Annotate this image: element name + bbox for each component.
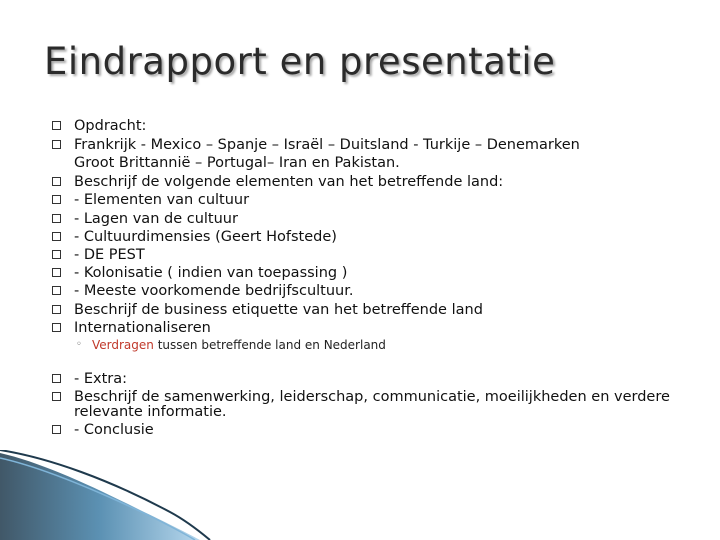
checkbox-icon (52, 425, 61, 434)
checkbox-icon (52, 374, 61, 383)
bullet-text: Beschrijf de business etiquette van het betreffende land (74, 302, 483, 318)
bullet-text: - Elementen van cultuur (74, 192, 250, 208)
bullet-text: Frankrijk - Mexico – Spanje – Israël – Duitsland - Turkije – Denemarken (74, 137, 580, 153)
bullet-text: Beschrijf de samenwerking, leiderschap, communicatie, moeilijkheden en verdere (74, 389, 670, 405)
sub-bullet-text: tussen betreffende land en Nederland (153, 338, 386, 352)
bullet-text: - Cultuurdimensies (Geert Hofstede) (74, 229, 337, 245)
bullet-text: Internationaliseren (74, 320, 211, 336)
bullet-item (74, 191, 249, 209)
checkbox-icon (52, 195, 61, 204)
bullet-text: - Kolonisatie ( indien van toepassing ) (74, 265, 348, 281)
checkbox-icon (52, 121, 61, 130)
bullet-text: - Meeste voorkomende bedrijfscultuur. (74, 283, 354, 299)
bullet-text: - Conclusie (74, 422, 154, 438)
bullet-text: - Extra: (74, 371, 128, 387)
bullet-item (74, 282, 353, 300)
bullet-item (74, 117, 146, 135)
checkbox-icon (52, 268, 61, 277)
checkbox-icon (52, 305, 61, 314)
checkbox-icon (52, 177, 61, 186)
bullet-item (74, 173, 503, 191)
sub-bullet-accent: Verdragen (92, 338, 154, 352)
bullet-continuation: relevante informatie. (74, 404, 227, 420)
checkbox-icon (52, 214, 61, 223)
bullet-item (74, 228, 337, 246)
bullet-item (74, 210, 238, 228)
checkbox-icon (52, 286, 61, 295)
checkbox-icon (52, 392, 61, 401)
bullet-text: Opdracht: (74, 118, 147, 134)
checkbox-icon (52, 323, 61, 332)
bullet-item (74, 370, 127, 388)
bullet-text: Beschrijf de volgende elementen van het betreffende land: (74, 174, 504, 190)
checkbox-icon (52, 250, 61, 259)
bullet-item (74, 421, 154, 439)
bullet-item (74, 264, 347, 282)
slide-title: Eindrapport en presentatie (44, 40, 556, 83)
decorative-swoosh (0, 450, 720, 540)
checkbox-icon (52, 232, 61, 241)
sub-bullet-dot-icon: ◦ (76, 339, 82, 350)
bullet-item (74, 319, 211, 337)
bullet-text: - Lagen van de cultuur (74, 211, 238, 227)
checkbox-icon (52, 140, 61, 149)
sub-bullet-item (76, 337, 386, 353)
bullet-continuation: Groot Brittannië – Portugal– Iran en Pakistan. (74, 155, 400, 171)
bullet-item (74, 301, 483, 319)
bullet-item (74, 136, 580, 154)
bullet-item (74, 246, 145, 264)
bullet-text: - DE PEST (74, 247, 145, 263)
